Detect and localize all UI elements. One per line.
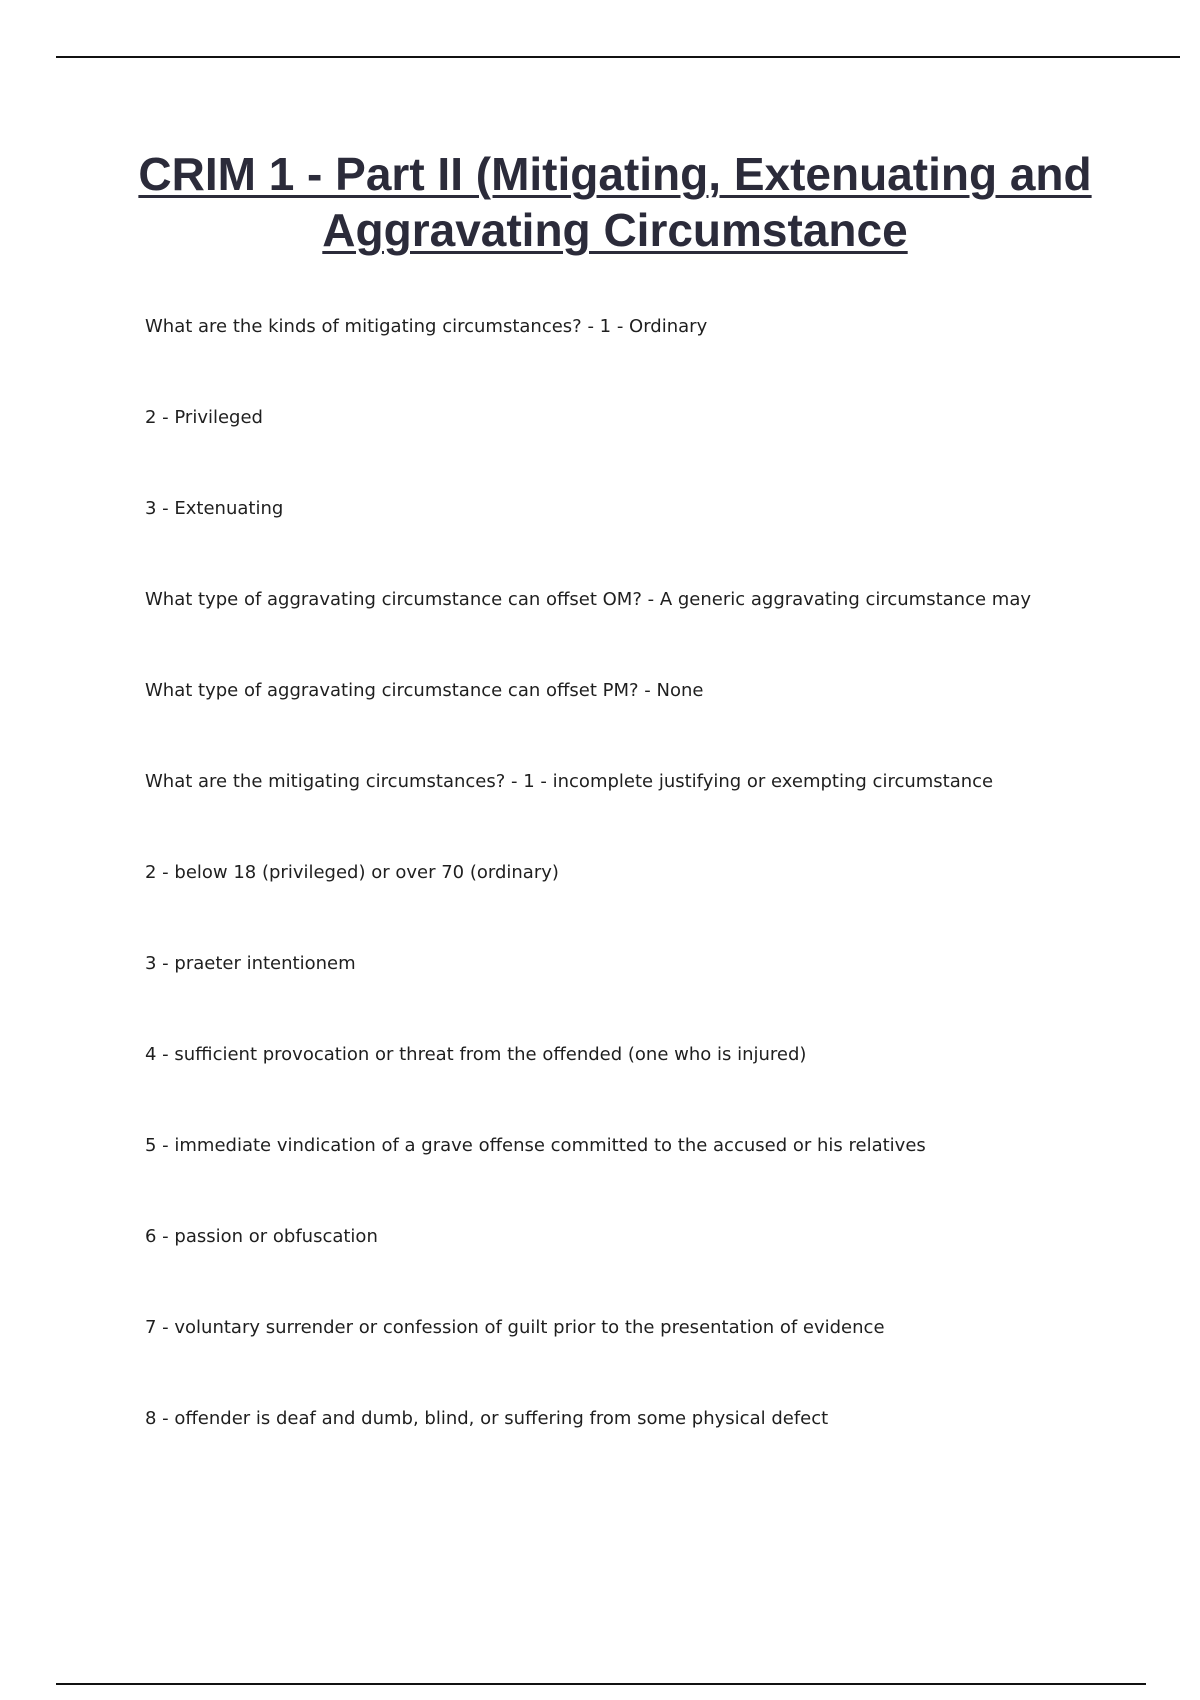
qa-line: 7 - voluntary surrender or confession of guilt prior to the presentation of evidence [145, 1317, 885, 1338]
document-title: CRIM 1 - Part II (Mitigating, Extenuating and Aggravating Circumstance [138, 148, 1092, 256]
qa-line: 2 - Privileged [145, 407, 263, 428]
qa-line: 5 - immediate vindication of a grave offense committed to the accused or his relatives [145, 1135, 926, 1156]
qa-line: What type of aggravating circumstance can offset PM? - None [145, 680, 704, 701]
top-rule [56, 56, 1180, 58]
qa-line: 4 - sufficient provocation or threat from the offended (one who is injured) [145, 1044, 807, 1065]
qa-line: 8 - offender is deaf and dumb, blind, or suffering from some physical defect [145, 1408, 829, 1429]
qa-line: 6 - passion or obfuscation [145, 1226, 378, 1247]
qa-line: 3 - praeter intentionem [145, 953, 356, 974]
bottom-rule [56, 1683, 1146, 1685]
qa-line: 3 - Extenuating [145, 498, 284, 519]
qa-line: What type of aggravating circumstance can offset OM? - A generic aggravating circumstance may [145, 589, 1031, 610]
qa-line: What are the mitigating circumstances? - 1 - incomplete justifying or exempting circumstance [145, 771, 994, 792]
qa-line: 2 - below 18 (privileged) or over 70 (ordinary) [145, 862, 559, 883]
qa-line: What are the kinds of mitigating circumstances? - 1 - Ordinary [145, 316, 708, 337]
